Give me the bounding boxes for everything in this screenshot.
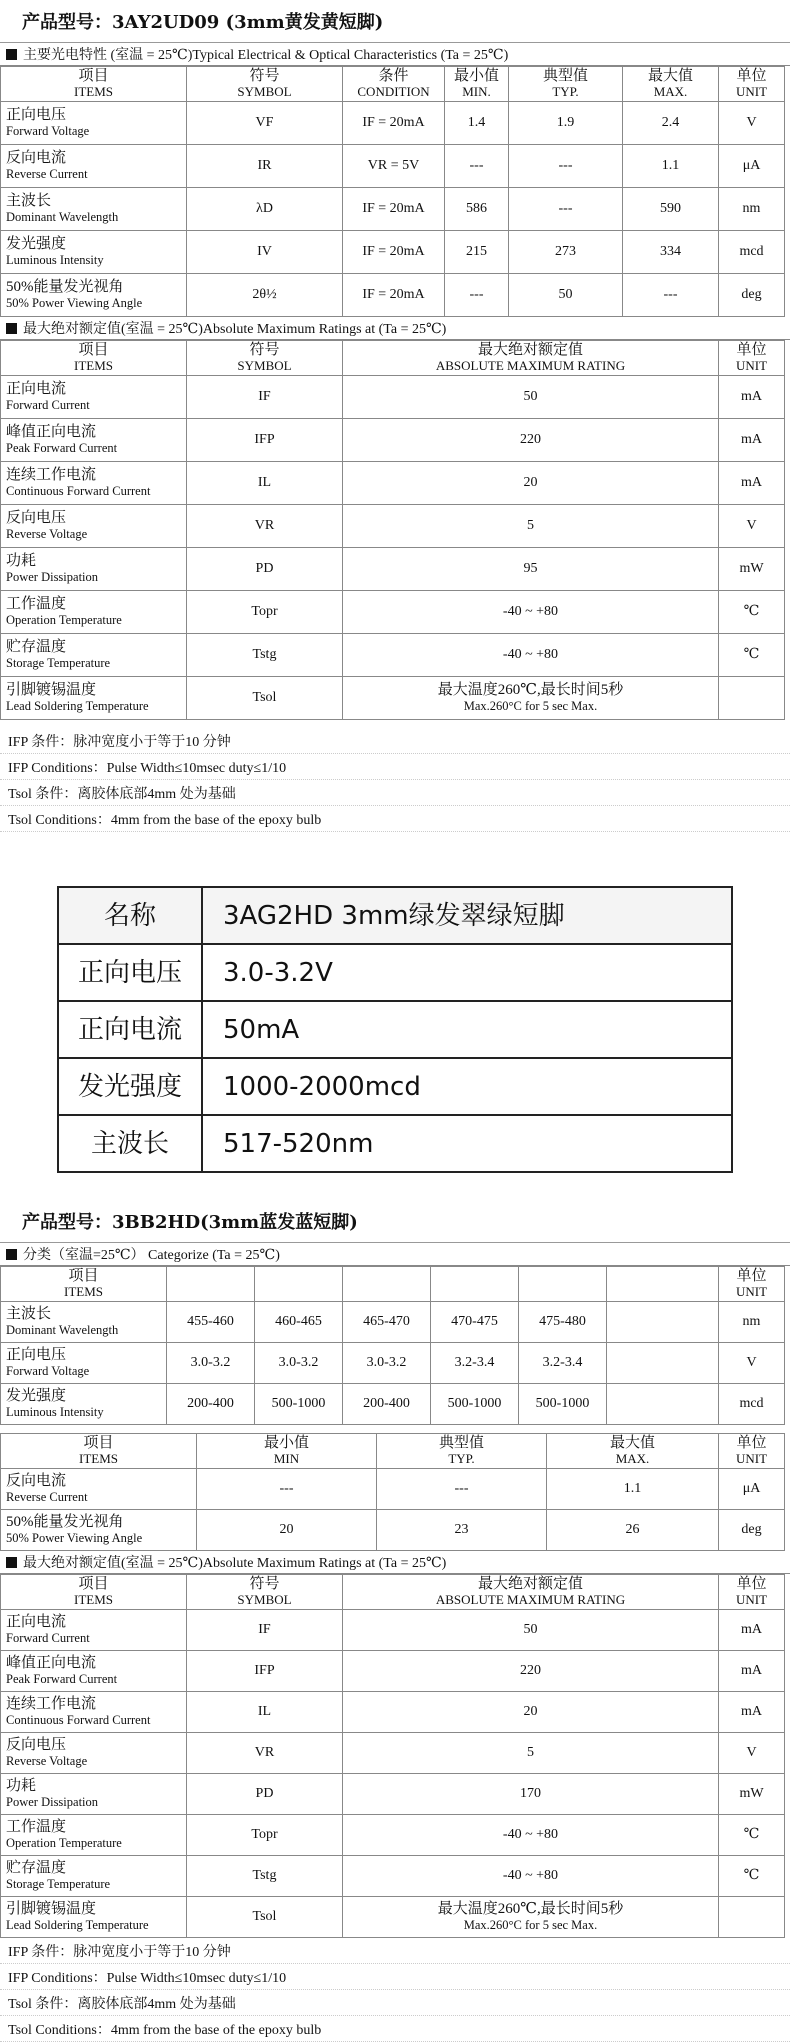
bin-cell: 3.2-3.4 — [519, 1343, 607, 1384]
table-row — [1, 419, 785, 462]
table-row — [1, 1897, 785, 1938]
typ-cell: 23 — [377, 1510, 547, 1551]
rating-cell: -40 ~ +80 — [343, 1856, 719, 1897]
unit-cell: V — [719, 1343, 785, 1384]
bin-cell: 465-470 — [343, 1302, 431, 1343]
rating-cell: 50 — [343, 376, 719, 419]
spec-card-green — [0, 880, 790, 1180]
unit-cell: ℃ — [719, 1815, 785, 1856]
symbol-cell: IF — [187, 376, 343, 419]
header-cell: 最小值 MIN — [197, 1434, 377, 1469]
item-cell: 反向电流 Reverse Current — [1, 1469, 197, 1510]
header-cell: 最大值 MAX. — [547, 1434, 719, 1469]
unit-cell: μA — [719, 145, 785, 188]
item-cell: 引脚镀锡温度 Lead Soldering Temperature — [1, 1897, 187, 1938]
unit-cell: mA — [719, 1610, 785, 1651]
min-cell: 215 — [445, 231, 509, 274]
header-cell: 单位 UNIT — [719, 1267, 785, 1302]
bin-cell: 200-400 — [343, 1384, 431, 1425]
typ-cell: 50 — [509, 274, 623, 317]
table-row — [1, 102, 785, 145]
symbol-cell: PD — [187, 548, 343, 591]
table-row — [1, 188, 785, 231]
max-cell: 1.1 — [623, 145, 719, 188]
header-cell: 单位 UNIT — [719, 341, 785, 376]
header-cell: 单位 UNIT — [719, 1434, 785, 1469]
rating-cell: 220 — [343, 419, 719, 462]
unit-cell: nm — [719, 188, 785, 231]
rating-cell: -40 ~ +80 — [343, 1815, 719, 1856]
rating-cell: -40 ~ +80 — [343, 591, 719, 634]
unit-cell: mA — [719, 1651, 785, 1692]
symbol-cell: Tsol — [187, 1897, 343, 1938]
banner-text: 主要光电特性 (室温 = 25℃)Typical Electrical & Optical Characteristics (Ta = 25℃) — [23, 48, 509, 63]
item-cell: 发光强度 Luminous Intensity — [1, 1384, 167, 1425]
header-cell: 项目 ITEMS — [1, 67, 187, 102]
table-header-row — [1, 341, 785, 376]
table-row — [1, 1510, 785, 1551]
table-row — [1, 1343, 785, 1384]
abs-max-table — [0, 340, 785, 720]
card-row — [58, 1115, 732, 1172]
bin-cell: 3.0-3.2 — [167, 1343, 255, 1384]
bin-cell: 3.0-3.2 — [255, 1343, 343, 1384]
symbol-cell: IV — [187, 231, 343, 274]
item-cell: 正向电压 Forward Voltage — [1, 102, 187, 145]
unit-cell: mcd — [719, 231, 785, 274]
symbol-cell: Topr — [187, 1815, 343, 1856]
item-cell: 工作温度 Operation Temperature — [1, 1815, 187, 1856]
note-line: Tsol 条件：离胶体底部4mm 处为基础 — [0, 780, 790, 806]
unit-cell: mW — [719, 548, 785, 591]
symbol-cell: VR — [187, 505, 343, 548]
rating-cell: -40 ~ +80 — [343, 634, 719, 677]
symbol-cell: VR — [187, 1733, 343, 1774]
max-cell: --- — [623, 274, 719, 317]
unit-cell: ℃ — [719, 1856, 785, 1897]
rating-cell: 220 — [343, 1651, 719, 1692]
item-cell: 正向电流 Forward Current — [1, 376, 187, 419]
card-key: 发光强度 — [58, 1058, 202, 1115]
min-cell: 1.4 — [445, 102, 509, 145]
unit-cell: mA — [719, 419, 785, 462]
category-table — [0, 1266, 785, 1425]
header-cell: 项目 ITEMS — [1, 341, 187, 376]
abs-max-banner — [0, 1551, 790, 1574]
min-cell: --- — [445, 274, 509, 317]
card-row — [58, 1001, 732, 1058]
rating-cell: 20 — [343, 462, 719, 505]
square-bullet-icon — [6, 1249, 17, 1260]
symbol-cell: Topr — [187, 591, 343, 634]
bin-cell: 500-1000 — [431, 1384, 519, 1425]
symbol-cell: Tstg — [187, 634, 343, 677]
item-cell: 功耗 Power Dissipation — [1, 548, 187, 591]
note-line: Tsol Conditions：4mm from the base of the epoxy bulb — [0, 2016, 790, 2042]
table-row — [1, 1302, 785, 1343]
bin-cell: 500-1000 — [255, 1384, 343, 1425]
unit-cell: V — [719, 505, 785, 548]
item-cell: 50%能量发光视角 50% Power Viewing Angle — [1, 274, 187, 317]
typ-cell: 273 — [509, 231, 623, 274]
item-cell: 贮存温度 Storage Temperature — [1, 634, 187, 677]
table-row — [1, 462, 785, 505]
abs-max-table — [0, 1574, 785, 1938]
rating-cell: 170 — [343, 1774, 719, 1815]
square-bullet-icon — [6, 49, 17, 60]
table-row — [1, 1774, 785, 1815]
typ-cell: --- — [377, 1469, 547, 1510]
rating-cell: 最大温度260℃,最长时间5秒 Max.260°C for 5 sec Max. — [343, 677, 719, 720]
rating-cell: 5 — [343, 505, 719, 548]
item-cell: 工作温度 Operation Temperature — [1, 591, 187, 634]
note-line: IFP 条件：脉冲宽度小于等于10 分钟 — [0, 1938, 790, 1964]
bin-cell: 200-400 — [167, 1384, 255, 1425]
table-row — [1, 1856, 785, 1897]
item-cell: 正向电流 Forward Current — [1, 1610, 187, 1651]
electrical-table — [0, 66, 785, 317]
symbol-cell: IL — [187, 1692, 343, 1733]
bin-cell: 455-460 — [167, 1302, 255, 1343]
unit-cell: mW — [719, 1774, 785, 1815]
symbol-cell: IL — [187, 462, 343, 505]
table-row — [1, 1733, 785, 1774]
rating-cell: 最大温度260℃,最长时间5秒 Max.260°C for 5 sec Max. — [343, 1897, 719, 1938]
item-cell: 发光强度 Luminous Intensity — [1, 231, 187, 274]
table-row — [1, 591, 785, 634]
header-cell: 单位 UNIT — [719, 67, 785, 102]
min-cell: --- — [445, 145, 509, 188]
table-header-row — [1, 67, 785, 102]
header-cell: 条件 CONDITION — [343, 67, 445, 102]
rating-cell: 5 — [343, 1733, 719, 1774]
min-cell: 20 — [197, 1510, 377, 1551]
bin-cell: 460-465 — [255, 1302, 343, 1343]
square-bullet-icon — [6, 323, 17, 334]
condition-cell: IF = 20mA — [343, 231, 445, 274]
item-cell: 贮存温度 Storage Temperature — [1, 1856, 187, 1897]
max-cell: 334 — [623, 231, 719, 274]
card-row — [58, 1058, 732, 1115]
banner-text: 最大绝对额定值(室温 = 25℃)Absolute Maximum Ratings at (Ta = 25℃) — [23, 1556, 447, 1571]
header-cell: 最大值 MAX. — [623, 67, 719, 102]
symbol-cell: λD — [187, 188, 343, 231]
max-cell: 1.1 — [547, 1469, 719, 1510]
table-row — [1, 1651, 785, 1692]
header-cell: 项目 ITEMS — [1, 1267, 167, 1302]
square-bullet-icon — [6, 1557, 17, 1568]
min-max-table — [0, 1433, 785, 1551]
table-header-row — [1, 1575, 785, 1610]
item-cell: 主波长 Dominant Wavelength — [1, 1302, 167, 1343]
bin-cell: 3.0-3.2 — [343, 1343, 431, 1384]
condition-cell: IF = 20mA — [343, 188, 445, 231]
banner-text: 分类（室温=25℃） Categorize (Ta = 25℃) — [23, 1248, 280, 1263]
header-cell: 单位 UNIT — [719, 1575, 785, 1610]
item-cell: 峰值正向电流 Peak Forward Current — [1, 419, 187, 462]
unit-cell: nm — [719, 1302, 785, 1343]
bin-cell: 475-480 — [519, 1302, 607, 1343]
unit-cell: deg — [719, 1510, 785, 1551]
symbol-cell: Tstg — [187, 1856, 343, 1897]
banner-text: 最大绝对额定值(室温 = 25℃)Absolute Maximum Ratings at (Ta = 25℃) — [23, 322, 447, 337]
max-cell: 2.4 — [623, 102, 719, 145]
item-cell: 连续工作电流 Continuous Forward Current — [1, 1692, 187, 1733]
symbol-cell: 2θ½ — [187, 274, 343, 317]
min-cell: 586 — [445, 188, 509, 231]
table-header-row — [1, 1434, 785, 1469]
header-cell: 典型值 TYP. — [377, 1434, 547, 1469]
card-value: 3.0-3.2V — [202, 944, 732, 1001]
unit-cell: mA — [719, 462, 785, 505]
condition-cell: IF = 20mA — [343, 274, 445, 317]
product-title: 产品型号：3BB2HD(3mm蓝发蓝短脚) — [0, 1200, 790, 1243]
header-cell: 项目 ITEMS — [1, 1434, 197, 1469]
note-line: IFP Conditions：Pulse Width≤10msec duty≤1/10 — [0, 754, 790, 780]
condition-cell: IF = 20mA — [343, 102, 445, 145]
typ-cell: --- — [509, 188, 623, 231]
card-key: 正向电流 — [58, 1001, 202, 1058]
unit-cell: ℃ — [719, 591, 785, 634]
table-row — [1, 376, 785, 419]
note-line: Tsol Conditions：4mm from the base of the epoxy bulb — [0, 806, 790, 832]
item-cell: 峰值正向电流 Peak Forward Current — [1, 1651, 187, 1692]
note-line: IFP 条件：脉冲宽度小于等于10 分钟 — [0, 728, 790, 754]
unit-cell: μA — [719, 1469, 785, 1510]
category-banner — [0, 1243, 790, 1266]
symbol-cell: Tsol — [187, 677, 343, 720]
rating-cell: 95 — [343, 548, 719, 591]
table-row — [1, 1469, 785, 1510]
header-cell: 符号 SYMBOL — [187, 341, 343, 376]
note-line: IFP Conditions：Pulse Width≤10msec duty≤1/10 — [0, 1964, 790, 1990]
card-key: 主波长 — [58, 1115, 202, 1172]
table-row — [1, 548, 785, 591]
spec-sheet-blue — [0, 1200, 790, 2042]
card-value: 1000-2000mcd — [202, 1058, 732, 1115]
unit-cell: mA — [719, 1692, 785, 1733]
rating-cell: 20 — [343, 1692, 719, 1733]
header-cell: 符号 SYMBOL — [187, 67, 343, 102]
header-cell: 符号 SYMBOL — [187, 1575, 343, 1610]
table-row — [1, 274, 785, 317]
electrical-banner — [0, 43, 790, 66]
header-cell: 最大绝对额定值 ABSOLUTE MAXIMUM RATING — [343, 341, 719, 376]
unit-cell: ℃ — [719, 634, 785, 677]
card-row — [58, 887, 732, 944]
bin-cell: 3.2-3.4 — [431, 1343, 519, 1384]
card-value: 50mA — [202, 1001, 732, 1058]
unit-cell: mA — [719, 376, 785, 419]
rating-cell: 50 — [343, 1610, 719, 1651]
item-cell: 主波长 Dominant Wavelength — [1, 188, 187, 231]
symbol-cell: IFP — [187, 1651, 343, 1692]
min-cell: --- — [197, 1469, 377, 1510]
item-cell: 连续工作电流 Continuous Forward Current — [1, 462, 187, 505]
card-value: 517-520nm — [202, 1115, 732, 1172]
typ-cell: --- — [509, 145, 623, 188]
card-key: 正向电压 — [58, 944, 202, 1001]
header-cell: 最大绝对额定值 ABSOLUTE MAXIMUM RATING — [343, 1575, 719, 1610]
table-row — [1, 677, 785, 720]
symbol-cell: IF — [187, 1610, 343, 1651]
symbol-cell: VF — [187, 102, 343, 145]
unit-cell: V — [719, 102, 785, 145]
item-cell: 反向电流 Reverse Current — [1, 145, 187, 188]
item-cell: 功耗 Power Dissipation — [1, 1774, 187, 1815]
green-spec-card — [57, 886, 733, 1173]
item-cell: 50%能量发光视角 50% Power Viewing Angle — [1, 1510, 197, 1551]
unit-cell: mcd — [719, 1384, 785, 1425]
max-cell: 590 — [623, 188, 719, 231]
bin-cell: 470-475 — [431, 1302, 519, 1343]
note-line: Tsol 条件：离胶体底部4mm 处为基础 — [0, 1990, 790, 2016]
card-key: 名称 — [58, 887, 202, 944]
unit-cell: V — [719, 1733, 785, 1774]
typ-cell: 1.9 — [509, 102, 623, 145]
unit-cell: deg — [719, 274, 785, 317]
max-cell: 26 — [547, 1510, 719, 1551]
symbol-cell: PD — [187, 1774, 343, 1815]
table-row — [1, 1815, 785, 1856]
table-row — [1, 231, 785, 274]
item-cell: 反向电压 Reverse Voltage — [1, 1733, 187, 1774]
table-row — [1, 1692, 785, 1733]
spec-sheet-yellow — [0, 0, 790, 865]
table-row — [1, 634, 785, 677]
symbol-cell: IFP — [187, 419, 343, 462]
symbol-cell: IR — [187, 145, 343, 188]
unit-cell — [719, 677, 785, 720]
header-cell: 典型值 TYP. — [509, 67, 623, 102]
table-row — [1, 1610, 785, 1651]
table-row — [1, 1384, 785, 1425]
card-value: 3AG2HD 3mm绿发翠绿短脚 — [202, 887, 732, 944]
item-cell: 反向电压 Reverse Voltage — [1, 505, 187, 548]
item-cell: 正向电压 Forward Voltage — [1, 1343, 167, 1384]
card-row — [58, 944, 732, 1001]
product-title: 产品型号：3AY2UD09 (3mm黄发黄短脚) — [0, 0, 790, 43]
unit-cell — [719, 1897, 785, 1938]
header-cell: 最小值 MIN. — [445, 67, 509, 102]
table-row — [1, 505, 785, 548]
bin-cell: 500-1000 — [519, 1384, 607, 1425]
table-row — [1, 145, 785, 188]
table-header-row — [1, 1267, 785, 1302]
header-cell: 项目 ITEMS — [1, 1575, 187, 1610]
condition-cell: VR = 5V — [343, 145, 445, 188]
item-cell: 引脚镀锡温度 Lead Soldering Temperature — [1, 677, 187, 720]
abs-max-banner — [0, 317, 790, 340]
